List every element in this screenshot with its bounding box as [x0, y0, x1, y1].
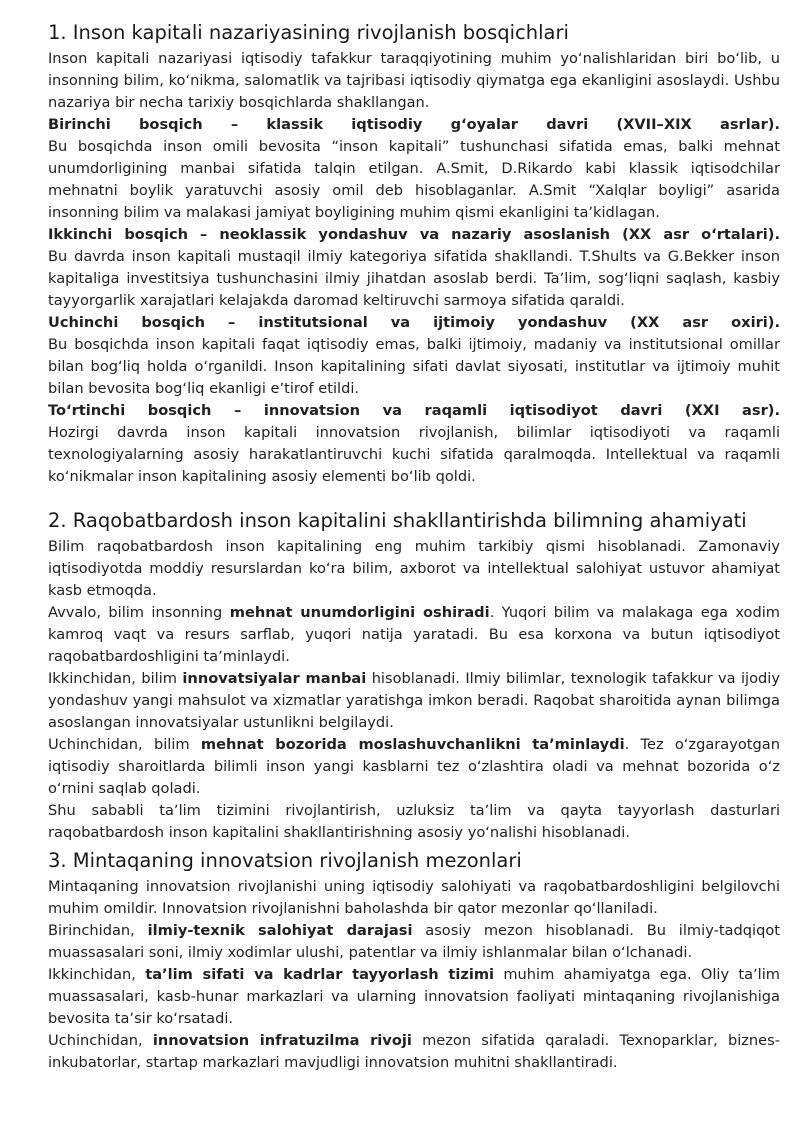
section-2-conclusion: Shu sababli taʼlim tizimini rivojlantirish, uzluksiz taʼlim va qayta tayyorlash dasturlari raqobatbardosh inson kapitalini shakllantirishning asosiy yoʻnalishi hisoblanadi. [48, 802, 780, 841]
point-lead: Ikkinchidan, bilim [48, 670, 177, 687]
stage-2-heading [48, 224, 780, 246]
point-rest: . Tez oʻzgarayotgan iqtisodiy sharoitlarda bilimli inson yangi kasblarni tez oʻzlashtira oladi va mehnat bozorida oʻz oʻrnini saqlab qoladi. [48, 736, 780, 797]
point-emphasis: innovatsiyalar manbai [182, 670, 367, 687]
section-3-title: 3. Mintaqaning innovatsion rivojlanish mezonlari [48, 849, 522, 872]
section-3-point-2 [48, 964, 780, 1030]
point-lead: Uchinchidan, [48, 1032, 143, 1049]
section-3-point-1 [48, 920, 780, 964]
stage-4-text: Hozirgi davrda inson kapitali innovatsion rivojlanish, bilimlar iqtisodiyoti va raqamli texnologiyalarning asosiy harakatlantiruvchi kuchi sifatida qaralmoqda. Intellektual va raqamli koʻnikmalar inson kapitalining asosiy elementi boʻlib qoldi. [48, 424, 780, 485]
point-emphasis: ilmiy-texnik salohiyat darajasi [147, 922, 413, 939]
section-spacer [48, 488, 780, 508]
point-emphasis: innovatsion infratuzilma rivoji [152, 1032, 412, 1049]
stage-3-text: Bu bosqichda inson kapitali faqat iqtisodiy emas, balki ijtimoiy, madaniy va institutsional omillar bilan bogʻliq holda oʻrganildi. Inson kapitalining sifati davlat siyosati, institutlar va ijtimoiy muhit bilan bevosita bogʻliq ekanligi eʼtirof etildi. [48, 336, 780, 397]
section-3-intro: Mintaqaning innovatsion rivojlanishi uning iqtisodiy salohiyati va raqobatbardoshligini belgilovchi muhim omildir. Innovatsion rivojlanishni baholashda bir qator mezonlar qoʻllaniladi. [48, 878, 780, 917]
stage-1-text: Bu bosqichda inson omili bevosita “inson kapitali” tushunchasi sifatida emas, balki mehnat unumdorligining manbai sifatida talqin etilgan. A.Smit, D.Rikardo kabi klassik iqtisodchilar mehnatni boylik yaratuvchi asosiy omil deb hisoblaganlar. A.Smit “Xalqlar boyligi” asarida insonning bilim va malakasi jamiyat boyligining muhim qismi ekanligini taʼkidlagan. [48, 138, 780, 221]
section-1-intro: Inson kapitali nazariyasi iqtisodiy tafakkur taraqqiyotining muhim yoʻnalishlaridan biri boʻlib, u insonning bilim, koʻnikma, salomatlik va tajribasi iqtisodiy qiymatga ega ekanligini asoslaydi. Ushbu nazariya bir necha tarixiy bosqichlarda shakllangan. [48, 50, 780, 111]
point-rest: hisoblanadi. Ilmiy bilimlar, texnologik tafakkur va ijodiy yondashuv yangi mahsulot va xizmatlar yaratishga imkon beradi. Raqobat sharoitida aynan bilimga asoslangan innovatsiyalar ustunlikni belgilaydi. [48, 670, 780, 731]
section-2-title: 2. Raqobatbardosh inson kapitalini shakllantirishda bilimning ahamiyati [48, 509, 747, 532]
point-rest: muhim ahamiyatga ega. Oliy taʼlim muassasalari, kasb-hunar markazlari va ularning innovatsion faoliyati mintaqaning rivojlanishiga bevosita taʼsir koʻrsatadi. [48, 966, 781, 1027]
section-3-point-3 [48, 1030, 780, 1074]
stage-heading-text: Birinchi bosqich – klassik iqtisodiy gʻoyalar davri (XVII–XIX asrlar). [48, 116, 780, 133]
point-lead: Ikkinchidan, [48, 966, 136, 983]
point-rest: asosiy mezon hisoblanadi. Bu ilmiy-tadqiqot muassasalari soni, ilmiy xodimlar ulushi, patentlar va ilmiy ishlanmalar bilan oʻlchanadi. [48, 922, 780, 961]
stage-heading-text: Uchinchi bosqich – institutsional va ijtimoiy yondashuv (XX asr oxiri). [48, 314, 780, 331]
stage-3-heading [48, 312, 780, 334]
point-lead: Birinchidan, [48, 922, 135, 939]
point-emphasis: mehnat unumdorligini oshiradi [229, 604, 490, 621]
point-emphasis: taʼlim sifati va kadrlar tayyorlash tizimi [145, 966, 495, 983]
point-rest: mezon sifatida qaraladi. Texnoparklar, biznes-inkubatorlar, startap markazlari mavjudligi innovatsion muhitni shakllantiradi. [48, 1032, 781, 1071]
point-emphasis: mehnat bozorida moslashuvchanlikni taʼminlaydi [200, 736, 625, 753]
stage-2-text: Bu davrda inson kapitali mustaqil ilmiy kategoriya sifatida shakllandi. T.Shults va G.Bekker inson kapitaliga investitsiya tushunchasini ilmiy jihatdan asoslab berdi. Taʼlim, sogʻliqni saqlash, kasbiy tayyorgarlik xarajatlari kelajakda daromad keltiruvchi sarmoya sifatida qaraldi. [48, 248, 780, 309]
stage-heading-text: Ikkinchi bosqich – neoklassik yondashuv va nazariy asoslanish (XX asr oʻrtalari). [48, 226, 780, 243]
stage-heading-text: Toʻrtinchi bosqich – innovatsion va raqamli iqtisodiyot davri (XXI asr). [48, 402, 780, 419]
point-lead: Avvalo, bilim insonning [48, 604, 223, 621]
point-rest: . Yuqori bilim va malakaga ega xodim kamroq vaqt va resurs sarflab, yuqori natija yaratadi. Bu esa korxona va butun iqtisodiyot raqobatbardoshligini taʼminlaydi. [48, 604, 780, 665]
section-2-intro: Bilim raqobatbardosh inson kapitalining eng muhim tarkibiy qismi hisoblanadi. Zamonaviy iqtisodiyotda moddiy resurslardan koʻra bilim, axborot va intellektual salohiyat ustuvor ahamiyat kasb etmoqda. [48, 538, 780, 599]
section-2-point-1 [48, 602, 780, 668]
section-1-title: 1. Inson kapitali nazariyasining rivojlanish bosqichlari [48, 21, 569, 44]
section-2-point-2 [48, 668, 780, 734]
point-lead: Uchinchidan, bilim [48, 736, 190, 753]
section-2-point-3 [48, 734, 780, 800]
stage-1-heading [48, 114, 780, 136]
stage-4-heading [48, 400, 780, 422]
